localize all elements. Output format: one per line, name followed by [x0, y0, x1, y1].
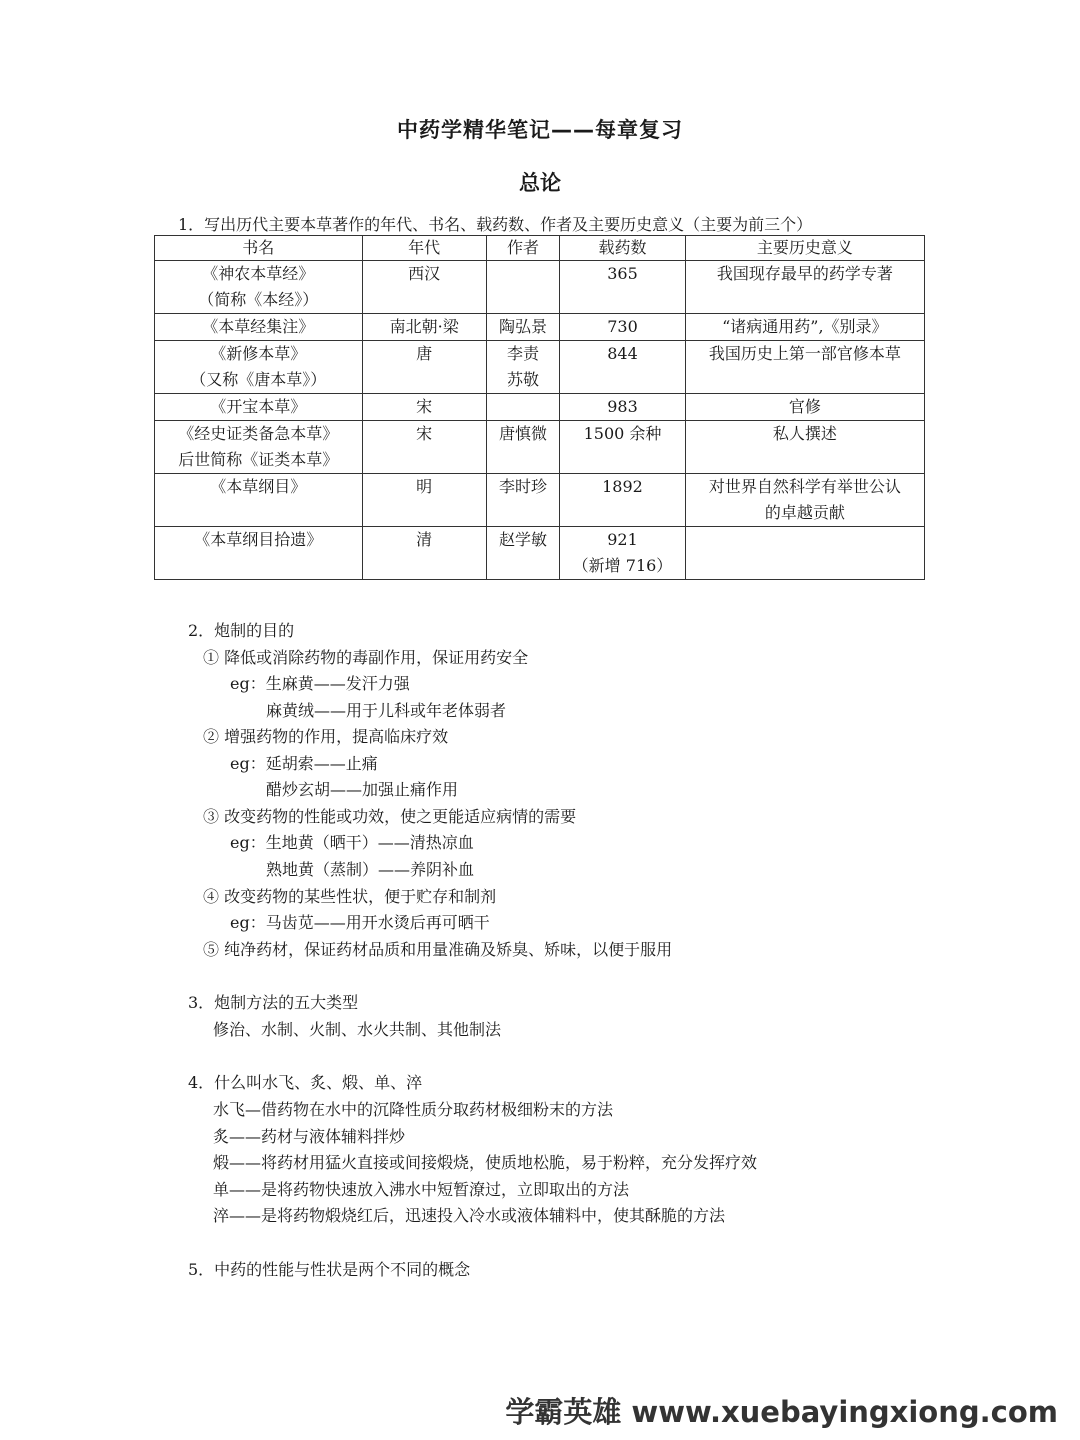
era-cell — [362, 341, 486, 394]
author-cell — [486, 261, 560, 314]
count-cell-line: 983 — [607, 397, 638, 416]
count-cell — [560, 261, 685, 314]
count-cell — [560, 341, 685, 394]
count-cell — [560, 474, 685, 527]
book-cell — [155, 261, 363, 314]
era-cell — [362, 261, 486, 314]
table-row — [155, 527, 925, 580]
question-3-heading: 3．炮制方法的五大类型 — [188, 993, 359, 1012]
book-cell-line: 《新修本草》 — [210, 344, 307, 363]
book-cell-line: 《本草纲目》 — [210, 477, 307, 496]
significance-cell — [685, 527, 924, 580]
count-cell-line: 1892 — [602, 477, 643, 496]
era-cell-line: 清 — [416, 530, 433, 549]
author-cell — [486, 421, 560, 474]
author-cell — [486, 474, 560, 527]
herbal-classics-table — [154, 235, 925, 580]
column-header-book: 书名 — [155, 236, 363, 261]
count-cell — [560, 394, 685, 421]
author-cell-line — [491, 394, 556, 420]
era-cell-line: 明 — [416, 477, 433, 496]
era-cell-line: 南北朝·梁 — [389, 317, 459, 336]
column-header-significance: 主要历史意义 — [685, 236, 924, 261]
author-cell-line: 苏敬 — [507, 370, 540, 389]
era-cell-line: 宋 — [416, 424, 433, 443]
significance-cell — [685, 341, 924, 394]
significance-cell-line: 私人撰述 — [772, 424, 837, 443]
question-1-heading: 1．写出历代主要本草著作的年代、书名、载药数、作者及主要历史意义（主要为前三个） — [178, 215, 813, 234]
author-cell — [486, 314, 560, 341]
count-cell-line: 844 — [607, 344, 638, 363]
definition-cui: 淬——是将药物煅烧红后，迅速投入冷水或液体辅料中，使其酥脆的方法 — [213, 1206, 726, 1225]
book-cell — [155, 314, 363, 341]
era-cell-line: 宋 — [416, 397, 433, 416]
significance-cell — [685, 261, 924, 314]
author-cell — [486, 527, 560, 580]
book-cell-line: 《神农本草经》 — [202, 264, 315, 283]
significance-cell — [685, 314, 924, 341]
count-cell-line: 365 — [607, 264, 638, 283]
significance-cell — [685, 421, 924, 474]
purpose-3-example-1: eg：生地黄（晒干）——清热凉血 — [230, 833, 474, 852]
era-cell — [362, 421, 486, 474]
definition-zhi: 炙——药材与液体辅料拌炒 — [213, 1127, 406, 1146]
purpose-1-example-1: eg：生麻黄——发汗力强 — [230, 674, 410, 693]
author-cell-line: 李责 — [507, 344, 540, 363]
purpose-4: ④ 改变药物的某些性状，便于贮存和制剂 — [203, 887, 497, 906]
purpose-2-example-1: eg：延胡索——止痛 — [230, 754, 378, 773]
author-cell-line: 赵学敏 — [499, 530, 548, 549]
era-cell — [362, 394, 486, 421]
purpose-1: ① 降低或消除药物的毒副作用，保证用药安全 — [203, 648, 529, 667]
section-title: 总论 — [519, 171, 561, 195]
book-cell — [155, 474, 363, 527]
book-cell — [155, 341, 363, 394]
purpose-4-example-1: eg：马齿苋——用开水烫后再可晒干 — [230, 913, 490, 932]
question-5-heading: 5．中药的性能与性状是两个不同的概念 — [188, 1260, 471, 1279]
book-cell-line: 《本草纲目拾遗》 — [194, 530, 323, 549]
count-cell — [560, 314, 685, 341]
book-cell — [155, 527, 363, 580]
book-cell-line: （简称《本经》） — [198, 290, 319, 309]
table-row — [155, 314, 925, 341]
era-cell — [362, 314, 486, 341]
book-cell-line: （又称《唐本草》） — [190, 370, 327, 389]
purpose-3-example-2: 熟地黄（蒸制）——养阴补血 — [266, 860, 475, 879]
definition-duan: 煅——将药材用猛火直接或间接煅烧，使质地松脆，易于粉粹，充分发挥疗效 — [213, 1153, 758, 1172]
book-cell-line: 《开宝本草》 — [210, 397, 307, 416]
book-cell-line: 《经史证类备急本草》 — [178, 424, 339, 443]
book-cell — [155, 394, 363, 421]
author-cell-line: 陶弘景 — [499, 317, 548, 336]
era-cell-line: 唐 — [416, 344, 433, 363]
book-cell-line: 后世简称《证类本草》 — [178, 450, 339, 469]
era-cell — [362, 474, 486, 527]
table-body — [155, 261, 925, 580]
significance-cell-line: 对世界自然科学有举世公认 — [708, 477, 901, 496]
column-header-era: 年代 — [362, 236, 486, 261]
definition-dan: 单——是将药物快速放入沸水中短暂潦过，立即取出的方法 — [213, 1180, 630, 1199]
page-title: 中药学精华笔记——每章复习 — [397, 118, 683, 142]
table-header-row — [155, 236, 925, 261]
count-cell-line: 1500 余种 — [583, 424, 662, 443]
count-cell-line: 730 — [607, 317, 638, 336]
author-cell — [486, 341, 560, 394]
table-row — [155, 474, 925, 527]
table-row — [155, 394, 925, 421]
count-cell-line: （新增 716） — [572, 556, 673, 575]
purpose-2-example-2: 醋炒玄胡——加强止痛作用 — [266, 780, 459, 799]
site-watermark: 学霸英雄 www.xuebayingxiong.com — [505, 1395, 1058, 1429]
significance-cell-line — [690, 527, 920, 553]
count-cell — [560, 421, 685, 474]
book-cell — [155, 421, 363, 474]
significance-cell-line: 官修 — [788, 397, 821, 416]
table-row — [155, 341, 925, 394]
column-header-count: 载药数 — [560, 236, 685, 261]
author-cell-line — [491, 261, 556, 287]
definition-shuifei: 水飞—借药物在水中的沉降性质分取药材极细粉末的方法 — [213, 1100, 614, 1119]
author-cell-line: 李时珍 — [499, 477, 548, 496]
purpose-3: ③ 改变药物的性能或功效，使之更能适应病情的需要 — [203, 807, 577, 826]
author-cell — [486, 394, 560, 421]
significance-cell-line: 的卓越贡献 — [764, 503, 845, 522]
column-header-author: 作者 — [486, 236, 560, 261]
question-4-heading: 4．什么叫水飞、炙、煅、单、淬 — [188, 1073, 423, 1092]
era-cell — [362, 527, 486, 580]
purpose-5: ⑤ 纯净药材，保证药材品质和用量准确及矫臭、矫味，以便于服用 — [203, 940, 673, 959]
count-cell — [560, 527, 685, 580]
significance-cell — [685, 474, 924, 527]
significance-cell-line: “诸病通用药”,《别录》 — [722, 317, 888, 336]
book-cell-line: 《本草经集注》 — [202, 317, 315, 336]
count-cell-line: 921 — [607, 530, 638, 549]
question-2-heading: 2．炮制的目的 — [188, 621, 295, 640]
significance-cell-line: 我国现存最早的药学专著 — [716, 264, 893, 283]
era-cell-line: 西汉 — [408, 264, 441, 283]
table-row — [155, 261, 925, 314]
author-cell-line: 唐慎微 — [499, 424, 548, 443]
question-3-body: 修治、水制、火制、水火共制、其他制法 — [213, 1020, 502, 1039]
significance-cell-line: 我国历史上第一部官修本草 — [708, 344, 901, 363]
significance-cell — [685, 394, 924, 421]
purpose-2: ② 增强药物的作用，提高临床疗效 — [203, 727, 449, 746]
purpose-1-example-2: 麻黄绒——用于儿科或年老体弱者 — [266, 701, 507, 720]
table-row — [155, 421, 925, 474]
